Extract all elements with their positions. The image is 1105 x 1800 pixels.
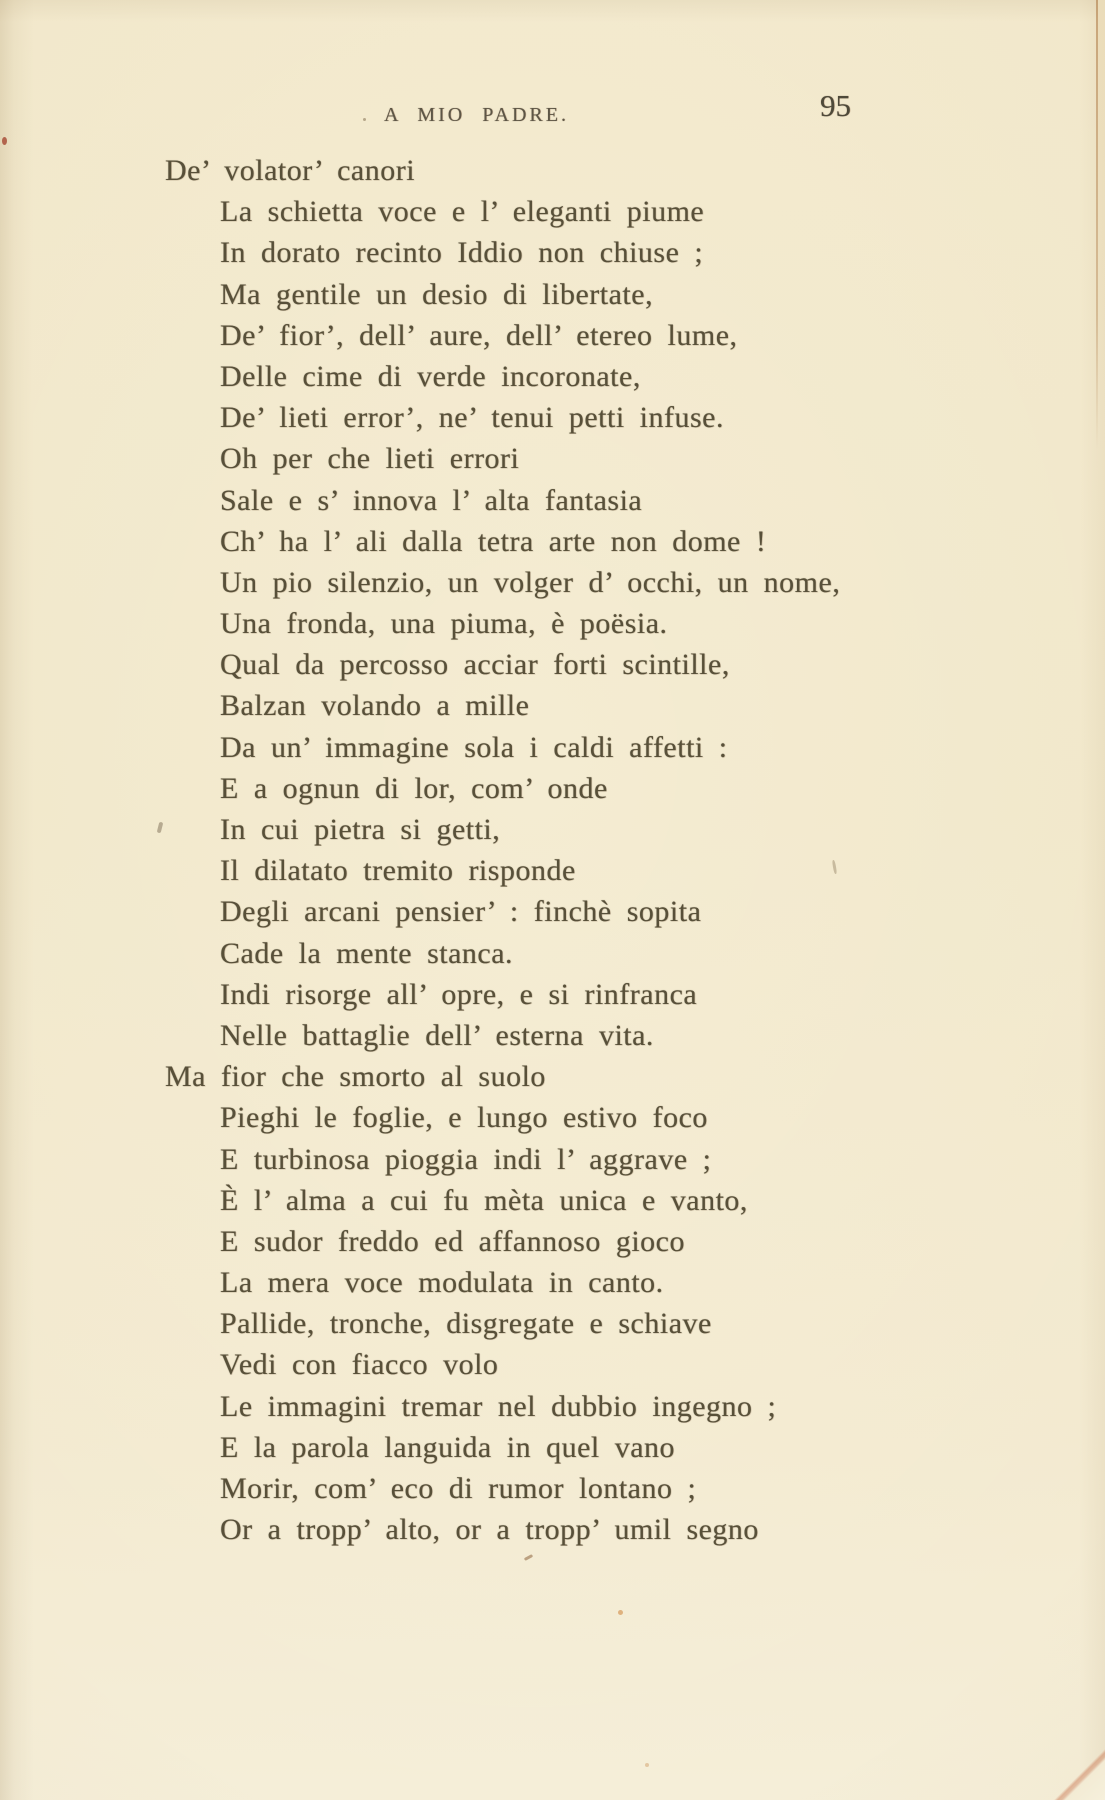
poem-line: Le immagini tremar nel dubbio ingegno ;	[220, 1389, 777, 1423]
poem-line: Un pio silenzio, un volger d’ occhi, un nome,	[220, 565, 841, 599]
poem-line: Or a tropp’ alto, or a tropp’ umil segno	[220, 1513, 759, 1547]
poem-line: La schietta voce e l’ eleganti piume	[220, 195, 705, 229]
poem-line: In dorato recinto Iddio non chiuse ;	[220, 236, 704, 270]
poem-line: Pallide, tronche, disgregate e schiave	[220, 1307, 712, 1341]
poem-line: Qual da percosso acciar forti scintille,	[220, 648, 730, 682]
poem-line: Indi risorge all’ opre, e si rinfranca	[220, 977, 698, 1011]
poem-line: Balzan volando a mille	[220, 689, 530, 723]
paper-speck	[524, 1554, 533, 1561]
poem-line: Ma fior che smorto al suolo	[165, 1060, 546, 1094]
poem-line: De’ fior’, dell’ aure, dell’ etereo lume,	[220, 318, 738, 352]
running-header-title: A MIO PADRE.	[384, 104, 569, 126]
poem-line: Morir, com’ eco di rumor lontano ;	[220, 1472, 697, 1505]
poem-line: Oh per che lieti errori	[220, 442, 520, 476]
page-edge-sliver	[1098, 0, 1105, 450]
paper-speck	[618, 1610, 623, 1615]
poem-line: Vedi con fiacco volo	[220, 1348, 499, 1382]
page-corner-fold	[1041, 1736, 1105, 1800]
poem-line: Una fronda, una piuma, è poësia.	[220, 607, 668, 641]
poem-line: E turbinosa pioggia indi l’ aggrave ;	[220, 1142, 712, 1176]
poem-line: Cade la mente stanca.	[220, 936, 514, 970]
poem	[165, 150, 1045, 1550]
page-number: 95	[820, 88, 851, 123]
poem-line: Nelle battaglie dell’ esterna vita.	[220, 1018, 654, 1052]
poem-line: Il dilatato tremito risponde	[220, 854, 576, 888]
poem-line: E sudor freddo ed affannoso gioco	[220, 1224, 685, 1258]
poem-line: Pieghi le foglie, e lungo estivo foco	[220, 1101, 708, 1135]
poem-line: E a ognun di lor, com’ onde	[220, 771, 608, 805]
poem-line: Delle cime di verde incoronate,	[220, 359, 641, 393]
poem-line: De’ lieti error’, ne’ tenui petti infuse.	[220, 401, 724, 435]
paper-speck	[2, 137, 7, 145]
poem-line: De’ volator’ canori	[165, 154, 416, 187]
poem-line: Ch’ ha l’ ali dalla tetra arte non dome !	[220, 524, 767, 558]
poem-line: In cui pietra si getti,	[220, 813, 501, 846]
poem-line: E la parola languida in quel vano	[220, 1430, 676, 1464]
poem-line: Ma gentile un desio di libertate,	[220, 277, 654, 311]
paper-speck	[363, 118, 366, 121]
poem-line: È l’ alma a cui fu mèta unica e vanto,	[220, 1183, 748, 1217]
paper-speck	[157, 822, 164, 834]
poem-line: Degli arcani pensier’ : finchè sopita	[220, 895, 702, 929]
paper-speck	[645, 1763, 649, 1767]
poem-line: Sale e s’ innova l’ alta fantasia	[220, 483, 643, 517]
poem-line: Da un’ immagine sola i caldi affetti :	[220, 730, 728, 764]
poem-line: La mera voce modulata in canto.	[220, 1266, 664, 1300]
